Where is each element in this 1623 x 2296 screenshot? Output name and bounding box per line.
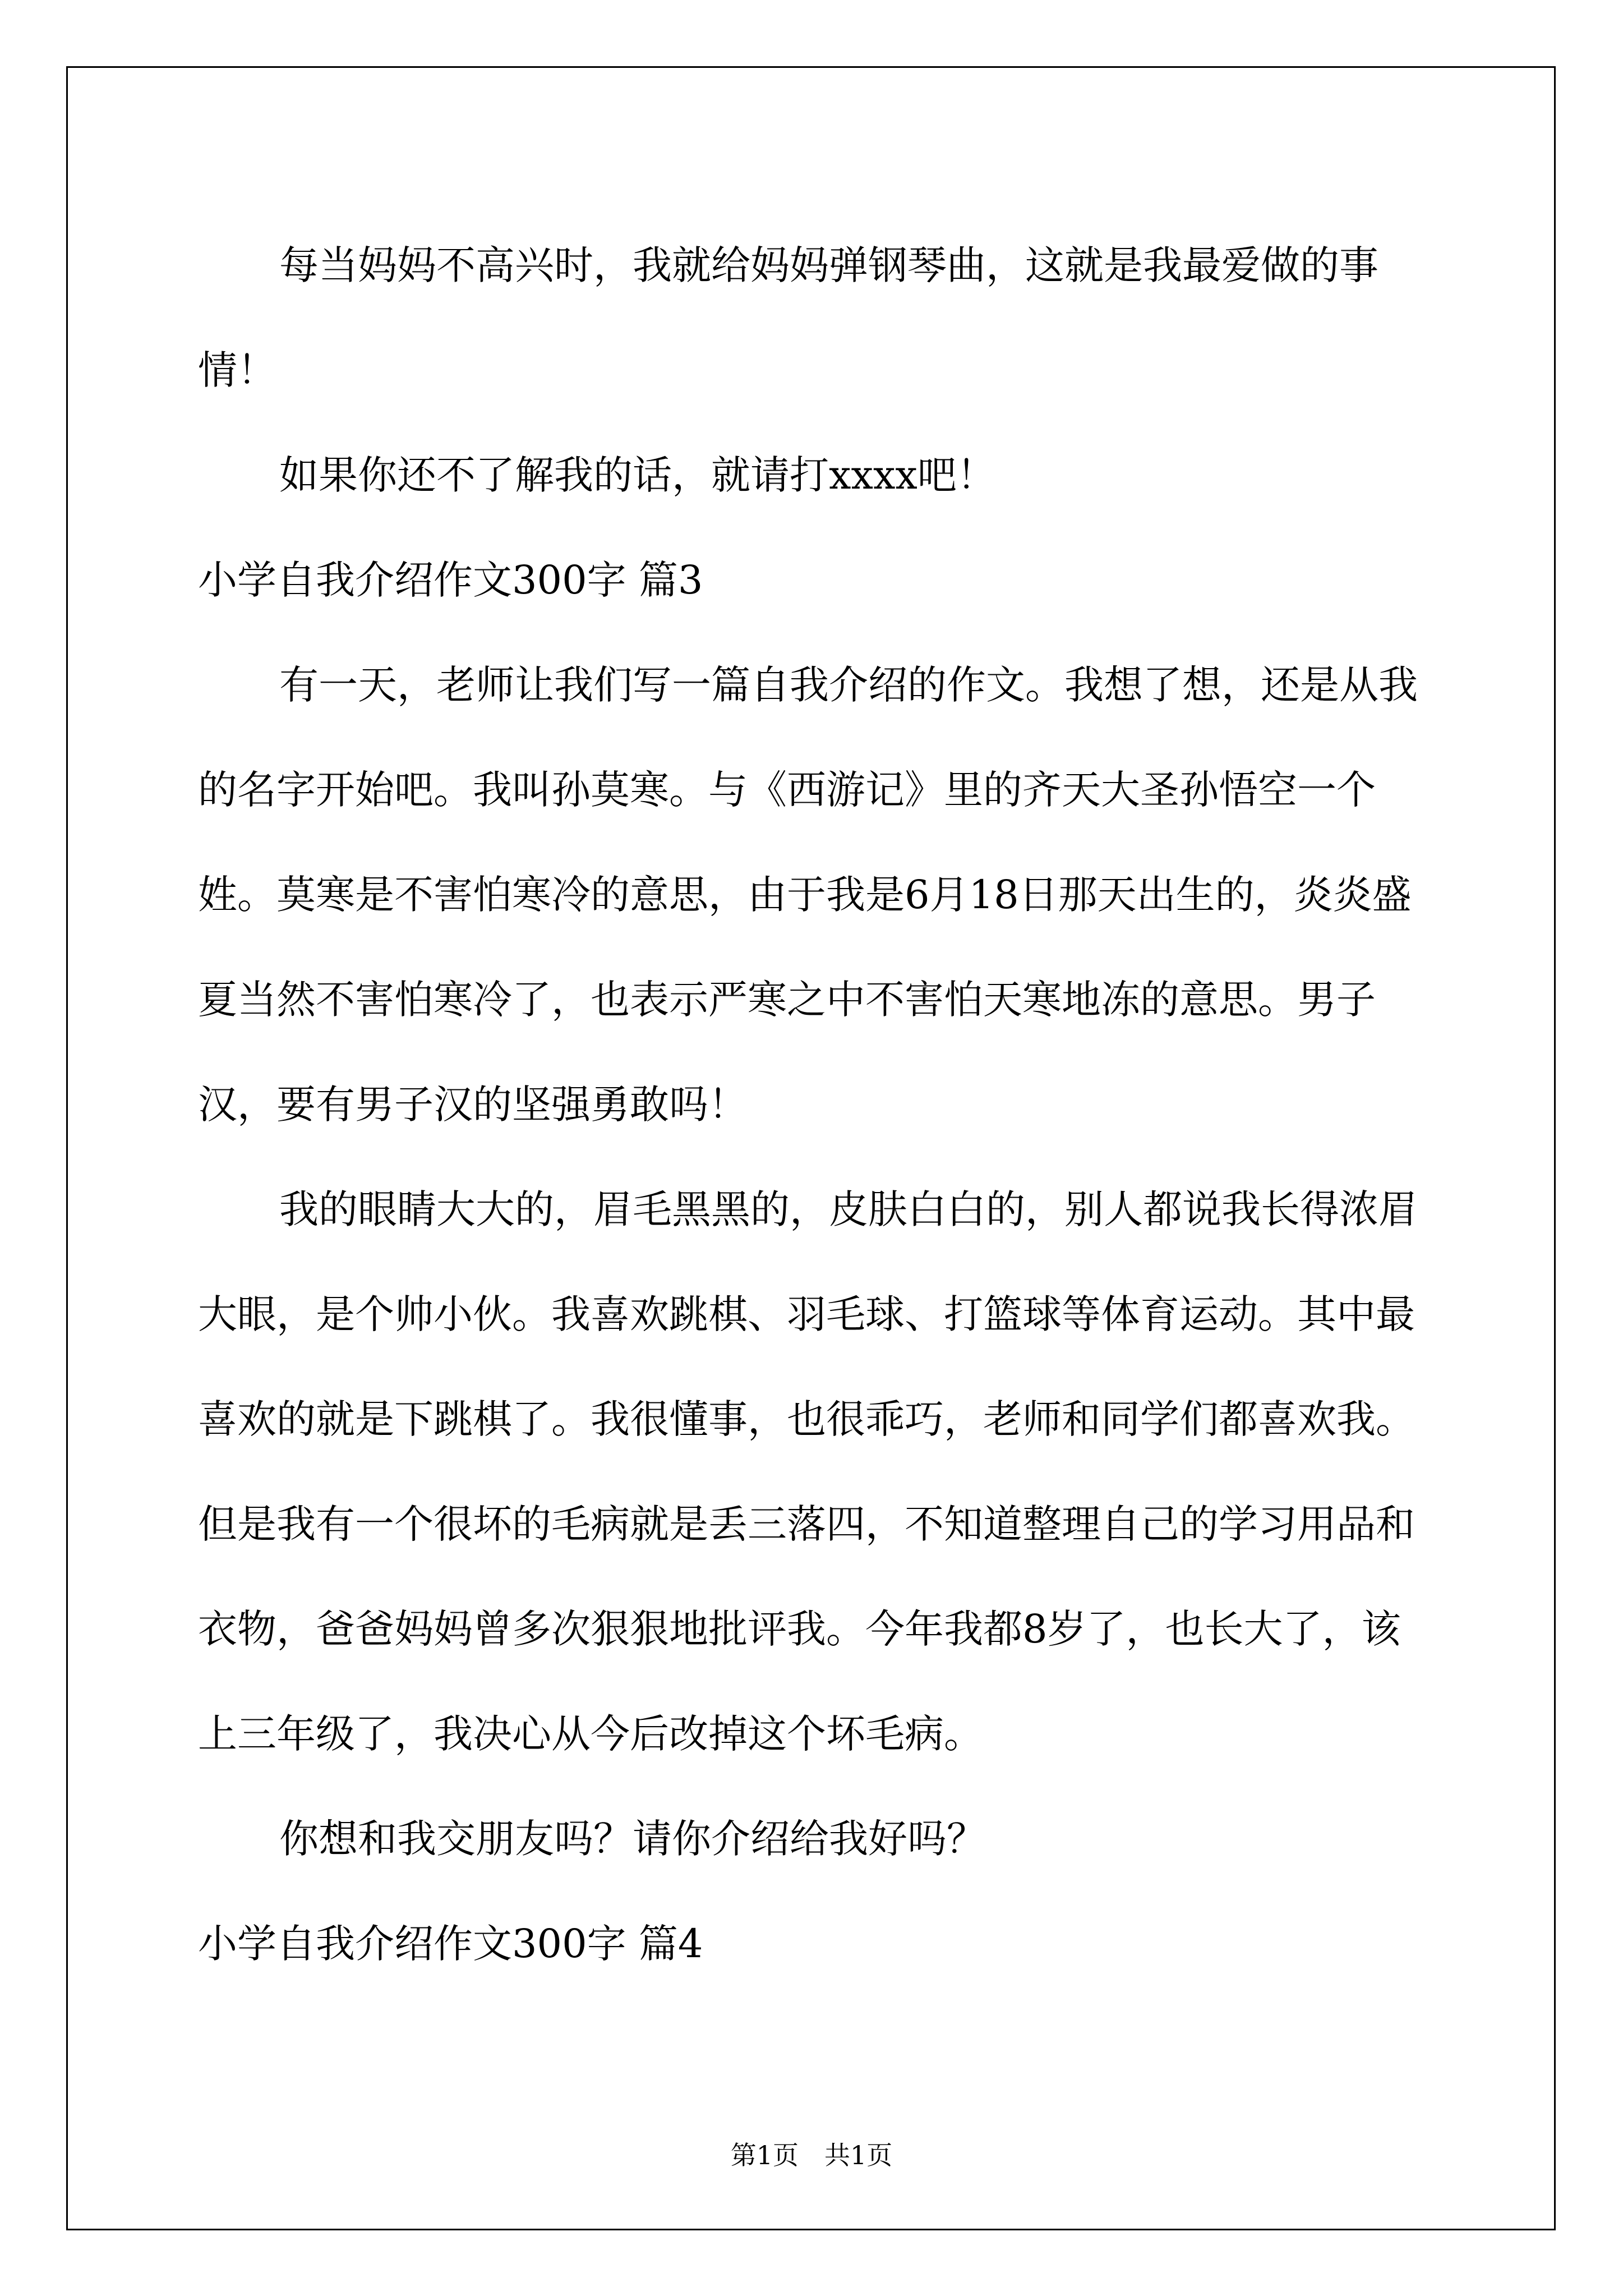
paragraph-name: 有一天，老师让我们写一篇自我介绍的作文。我想了想，还是从我的名字开始吧。我叫孙莫寒。与《西游记》里的齐天大圣孙悟空一个姓。莫寒是不害怕寒冷的意思，由于我是6月18日那天出生的，炎炎盛夏当然不害怕寒冷了，也表示严寒之中不害怕天寒地冻的意思。男子汉，要有男子汉的坚强勇敢吗！ bbox=[198, 662, 1418, 1128]
paragraph-appearance: 我的眼睛大大的，眉毛黑黑的，皮肤白白的，别人都说我长得浓眉大眼，是个帅小伙。我喜欢跳棋、羽毛球、打篮球等体育运动。其中最喜欢的就是下跳棋了。我很懂事，也很乖巧，老师和同学们都喜欢我。但是我有一个很坏的毛病就是丢三落四，不知道整理自己的学习用品和衣物，爸爸妈妈曾多次狠狠地批评我。今年我都8岁了，也长大了，该上三年级了，我决心从今后改掉这个坏毛病。 bbox=[198, 1186, 1418, 1757]
paragraph-piano: 每当妈妈不高兴时，我就给妈妈弹钢琴曲，这就是我最爱做的事情！ bbox=[198, 242, 1378, 393]
section-heading-4: 小学自我介绍作文300字 篇4 bbox=[198, 1921, 703, 1967]
paragraph-contact: 如果你还不了解我的话，就请打xxxx吧！ bbox=[279, 452, 996, 498]
section-heading-3: 小学自我介绍作文300字 篇3 bbox=[198, 557, 703, 603]
document-body bbox=[198, 213, 1432, 1996]
paragraph-friend: 你想和我交朋友吗？请你介绍给我好吗？ bbox=[279, 1816, 986, 1862]
page-number-footer: 第1页 共1页 bbox=[730, 2140, 893, 2170]
